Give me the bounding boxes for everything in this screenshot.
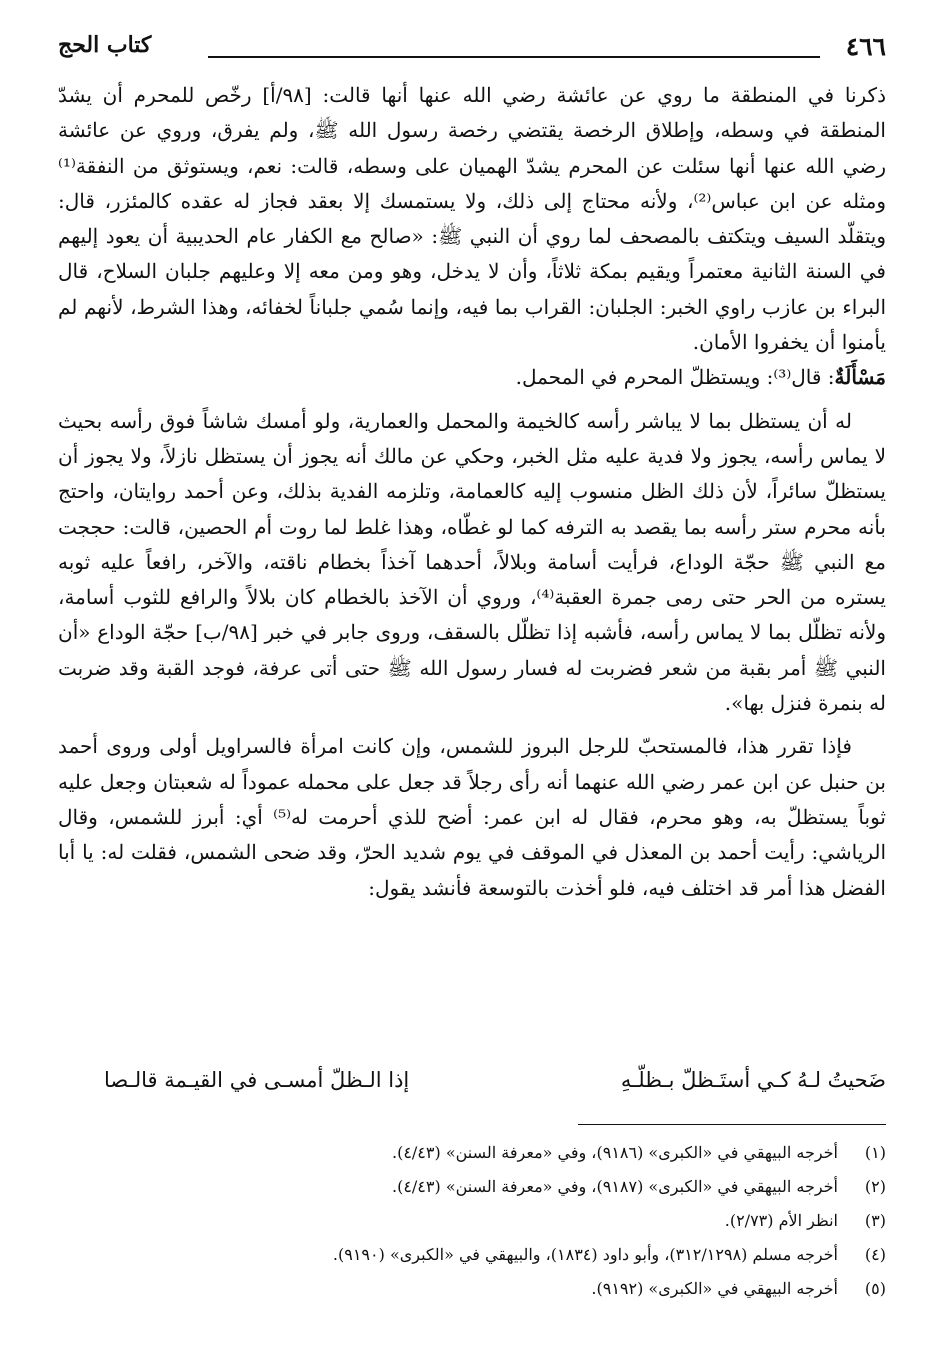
verse-second-hemistich: إذا الـظلّ أمسـى في القيـمة قالـصا (104, 1068, 410, 1092)
body-text (58, 78, 886, 906)
footnote-text: أخرجه البيهقي في «الكبرى» (٩١٩٢). (591, 1279, 838, 1298)
masala-label: مَسْأَلَةٌ (834, 365, 886, 390)
footnote-text: أخرجه البيهقي في «الكبرى» (٩١٨٧)، وفي «معرفة السنن» (٤/٤٣). (391, 1177, 838, 1196)
footnote-number: (٣) (864, 1211, 886, 1230)
poetry-verse (104, 1068, 886, 1104)
masala-heading (58, 360, 886, 395)
page-number: ٤٦٦ (845, 32, 886, 61)
footnote-item (58, 1204, 886, 1238)
footnote-number: (١) (864, 1143, 886, 1162)
paragraph: ذكرنا في المنطقة ما روي عن عائشة رضي الله عنها أنها قالت: [٩٨/أ] رخّص للمحرم أن يشدّ المنطقة في وسطه، وإطلاق الرخصة يقتضي رخصة رسول الله ﷺ، ولم يفرق، وروي عن عائشة رضي الله عنها أنها سئلت عن المحرم يشدّ الهميان على وسطه، قالت: نعم، ويستوثق من النفقة⁽¹⁾ ومثله عن ابن عباس⁽²⁾، ولأنه محتاج إلى ذلك، ولا يستمسك إلا بعقد فجاز له عقده كالمئزر، قال: ويتقلّد السيف ويتكتف بالمصحف لما روي أن النبي ﷺ: «صالح مع الكفار عام الحديبية أن يعود إليهم في السنة الثانية معتمراً ويقيم بمكة ثلاثاً، وأن لا يدخل، وهو ومن معه إلا وعليهم جلبان السلاح، قال البراء بن عازب راوي الخبر: الجلبان: القراب بما فيه، وإنما سُمي جلباناً لخفائه، وهذا الشرط، لأنهم لم يأمنوا أن يخفروا الأمان. (58, 83, 886, 355)
page-header (58, 28, 886, 68)
footnote-text: انظر الأم (٢/٧٣). (724, 1211, 838, 1230)
footnote-number: (٥) (864, 1279, 886, 1298)
masala-text: : قال⁽³⁾: ويستظلّ المحرم في المحمل. (515, 365, 835, 390)
footnote-item (58, 1238, 886, 1272)
verse-first-hemistich: ضَحيتُ لـهُ كـي أستَـظلّ بـظلّـهِ (620, 1068, 886, 1092)
footnote-number: (٢) (864, 1177, 886, 1196)
paragraph: له أن يستظل بما لا يباشر رأسه كالخيمة والمحمل والعمارية، ولو أمسك شاشاً فوق رأسه بحيث لا يماس رأسه، يجوز ولا فدية عليه مثل الخبر، وحكي عن مالك أنه يجوز أن يستظل نازلاً، ولا يجوز أن يستظلّ سائراً، لأن ذلك الظل منسوب إليه كالعمامة، وتلزمه الفدية بذلك، وعن أحمد روايتان، واحتج بأنه محرم ستر رأسه بما يقصد به الترفه كما لو غطّاه، وهذا غلط لما روت أم الحصين، قالت: حججت مع النبي ﷺ حجّة الوداع، فرأيت أسامة وبلالاً، أحدهما آخذاً بخطام ناقته، والآخر، رافعاً عليه ثوبه يستره من الحر حتى رمى جمرة العقبة⁽⁴⁾، وروي أن الآخذ بالخطام كان بلالاً والرافع للثوب أسامة، ولأنه تظلّل بما لا يماس رأسه، فأشبه إذا تظلّل بالسقف، وروى جابر في خبر [٩٨/ب] حجّة الوداع «أن النبي ﷺ أمر بقبة من شعر فضربت له فسار رسول الله ﷺ حتى أتى عرفة، فوجد القبة وقد ضربت له بنمرة فنزل بها». (58, 408, 887, 716)
footnote-text: أخرجه البيهقي في «الكبرى» (٩١٨٦)، وفي «معرفة السنن» (٤/٤٣). (391, 1143, 838, 1162)
footnote-item (58, 1136, 886, 1170)
header-rule (208, 56, 820, 58)
footnote-text: أخرجه مسلم (٣١٢/١٢٩٨)، وأبو داود (١٨٣٤)، والبيهقي في «الكبرى» (٩١٩٠). (332, 1245, 838, 1264)
paragraph: فإذا تقرر هذا، فالمستحبّ للرجل البروز للشمس، وإن كانت امرأة فالسراويل أولى وروى أحمد بن حنبل عن ابن عمر رضي الله عنهما أنه رأى رجلاً قد جعل على محمله عموداً له شعبتان وجعل عليه ثوباً يستظلّ به، وهو محرم، فقال له ابن عمر: أضح للذي أحرمت له⁽⁵⁾ أي: أبرز للشمس، وقال الرياشي: رأيت أحمد بن المعذل في الموقف في يوم شديد الحرّ، وقد ضحى الشمس، فقلت له: يا أبا الفضل هذا أمر قد اختلف فيه، فلو أخذت بالتوسعة فأنشد يقول: (58, 734, 886, 900)
footnote-item (58, 1170, 886, 1204)
footnote-item (58, 1272, 886, 1306)
book-title: كتاب الحج (58, 32, 152, 58)
footnotes (58, 1136, 886, 1306)
footnote-number: (٤) (864, 1245, 886, 1264)
footnote-separator (578, 1124, 886, 1125)
